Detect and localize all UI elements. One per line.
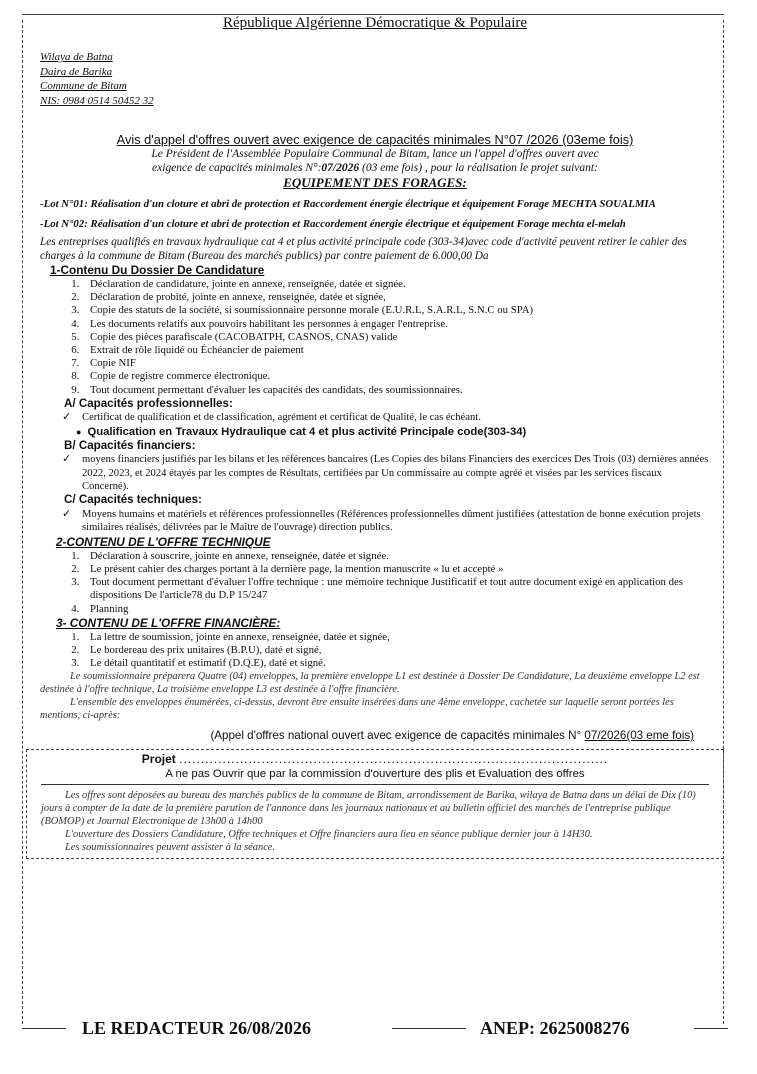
cap-fin-text: moyens financiers justifiés par les bilans et les références bancaires (Les Copies des bilans Financiers des exercices Des Trois (03) dernières années 2022, 2023, et 2024 étayés par les comptes de Résultats, certifiées par Un commissaire au compte agréé et visées par les services fiscaux Concerné). [82,454,709,493]
box-projet [41,752,709,767]
list-item: 6. Extrait de rôle liquidé ou Échéancier de paiement [82,344,710,357]
wilaya: Wilaya de Batna [40,51,113,63]
bullet-icon: ● [76,426,82,437]
document-body [40,14,710,859]
offres-text-2: L'ouverture des Dossiers Candidature, Offre techniques et Offre financiers aura lieu en séance publique dernier jour à 14H30. [65,829,593,841]
intro-line-2a: exigence de capacités minimales N°: [152,162,322,174]
offres-block [41,789,709,854]
section-2-list [40,550,710,616]
cap-fin-item [62,453,710,493]
list-item: 1. Déclaration à souscrire, jointe en annexe, renseignée, datée et signée. [82,550,710,563]
list-item: 5. Copie des pièces parafiscale (CACOBATPH, CASNOS, CNAS) valide [82,331,710,344]
offres-text-1: Les offres sont déposées au bureau des marchés publics de la commune de Bitam, arrondissement de Barika, wilaya de Batna dans un délai de Dix (10) jours à compter de la date de la première parution de l'annonce dans les journaux nationaux et au bulletin officiel des marchés de l'entreprise publique (BOMOP) et Journal Electronique de 13h00 à 14h00 [41,790,696,828]
republic-heading: République Algérienne Démocratique & Populaire [222,15,528,31]
box-ne-pas-ouvrir: A ne pas Ouvrir que par la commission d'ouverture des plis et Evaluation des offres [41,767,709,785]
footer [22,1016,732,1042]
daira: Daira de Barika [40,65,113,78]
list-item: 3. Tout document permettant d'évaluer l'offre technique : une mémoire technique Justificatif et tout autre document exigé en application des dispositions De l'article78 du D.P 15/247 [82,576,710,602]
check-icon: ✓ [62,507,72,520]
footer-rule [694,1028,728,1029]
document-frame [22,6,724,1024]
intro-line-2c: (03 eme fois) , pour la réalisation le projet suivant: [359,162,598,174]
nis-number: NIS: 0984 0514 50452 32 [40,94,154,107]
section-3-title: 3- CONTENU DE L'OFFRE FINANCIÈRE: [56,615,281,630]
section-2-title: 2-CONTENU DE L'OFFRE TECHNIQUE [56,534,271,549]
appel-reference-a: (Appel d'offres national ouvert avec exigence de capacités minimales N° [210,729,585,743]
box-projet-label: Projet [141,752,176,767]
envelope-box [26,749,724,859]
cap-pro-title: A/ Capacités professionnelles: [64,396,233,410]
qualification-item [76,425,710,439]
list-item: 2. Déclaration de probité, jointe en annexe, renseignée, datée et signée, [82,291,710,304]
list-item: 2. Le bordereau des prix unitaires (B.P.U), daté et signé, [82,644,710,657]
cap-tech-item [62,508,710,535]
anep-number: ANEP: 2625008276 [480,1018,630,1038]
list-item: 3. Copie des statuts de la société, si soumissionnaire personne morale (E.U.R.L, S.A.R.L, S.N.C ou SPA) [82,304,710,317]
list-item: 1. La lettre de soumission, jointe en annexe, renseignée, datée et signée, [82,631,710,644]
section-3-list [40,631,710,671]
appel-reference-b: 07/2026(03 eme fois) [584,729,694,743]
cap-tech-title: C/ Capacités techniques: [64,493,202,507]
list-item: 9. Tout document permettant d'évaluer les capacités des candidats, des soumissionnaires. [82,384,710,397]
cap-tech-text: Moyens humains et matériels et références professionnelles (Références professionnelles dûment justifiées (attestation de bonne exécution projets similaires réalisés, délivrées par le Maître de l'ouvrage) direction publics. [82,508,701,534]
check-icon: ✓ [62,411,72,424]
lot-1: -Lot N°01: Réalisation d'un cloture et abri de protection et Raccordement énergie électrique et équipement Forage MECHTA SOUALMIA [40,198,656,210]
commune: Commune de Bitam [40,80,127,92]
avis-title: Avis d'appel d'offres ouvert avec exigence de capacités minimales N°07 /2026 (03eme fois) [116,132,634,147]
intro-line-1: Le Président de l'Assemblée Populaire Communal de Bitam, lance un l'appel d'offres ouvert avec [151,148,599,160]
admin-block [40,50,710,108]
cap-pro-item [62,411,710,424]
list-item: 2. Le présent cahier des charges portant à la dernière page, la mention manuscrite « lu et accepté » [82,563,710,576]
list-item: 8. Copie de registre commerce électronique. [82,370,710,383]
cap-fin-title: B/ Capacités financiers: [64,438,196,452]
section-1-title: 1-Contenu Du Dossier De Candidature [50,263,265,277]
footer-rule [392,1028,466,1029]
cap-pro-text: Certificat de qualification et de classification, agrément et certificat de Qualité, le cas échéant. [82,412,481,424]
project-title: EQUIPEMENT DES FORAGES: [283,175,467,190]
intro-text [40,147,710,175]
redacteur-label: LE REDACTEUR 26/08/2026 [82,1018,312,1038]
enveloppes-text-2: L'ensemble des enveloppes énumérées, ci-dessus, devront être ensuite insérées dans une 4ème enveloppe, cachetée sur laquelle seront portées les mentions, ci-après: [40,697,674,722]
right-border [723,20,724,1024]
entreprises-text: Les entreprises qualifiés en travaux hydraulique cat 4 et plus activité principale code (303-34)avec code d'activité peuvent retirer le cahier des charges à la commune de Bitam (Bureau des marchés publics) par contre paiement de 6.000,00 Da [40,236,687,262]
enveloppes-text-1: Le soumissionnaire préparera Quatre (04) enveloppes, la première enveloppe L1 est destinée à Dossier De Candidature, La deuxième enveloppe L2 est destinée à l'offre technique, La troisième enveloppe L3 est destinée à l'offre financière. [40,671,700,696]
left-border [22,20,23,1024]
list-item: 4. Planning [82,603,710,616]
list-item: 7. Copie NIF [82,357,710,370]
footer-rule [22,1028,66,1029]
intro-line-2 [40,161,710,175]
qualification-text: Qualification en Travaux Hydraulique cat 4 et plus activité Principale code(303-34) [87,425,527,438]
check-icon: ✓ [62,453,72,466]
section-1-list [40,278,710,397]
offres-text-3: Les soumissionnaires peuvent assister à la séance. [65,842,276,854]
intro-number: 07/2026 [321,162,360,174]
list-item: 4. Les documents relatifs aux pouvoirs habilitant les personnes à engager l'entreprise. [82,318,710,331]
lot-2: -Lot N°02: Réalisation d'un cloture et abri de protection et Raccordement énergie électrique et équipement Forage mechta el-melah [40,218,626,230]
list-item: 1. Déclaration de candidature, jointe en annexe, renseignée, datée et signée. [82,278,710,291]
list-item: 3. Le détail quantitatif et estimatif (D.Q.E), daté et signé. [82,657,710,670]
box-projet-dots: ................................................................................................... [179,752,609,767]
appel-reference [40,728,694,743]
